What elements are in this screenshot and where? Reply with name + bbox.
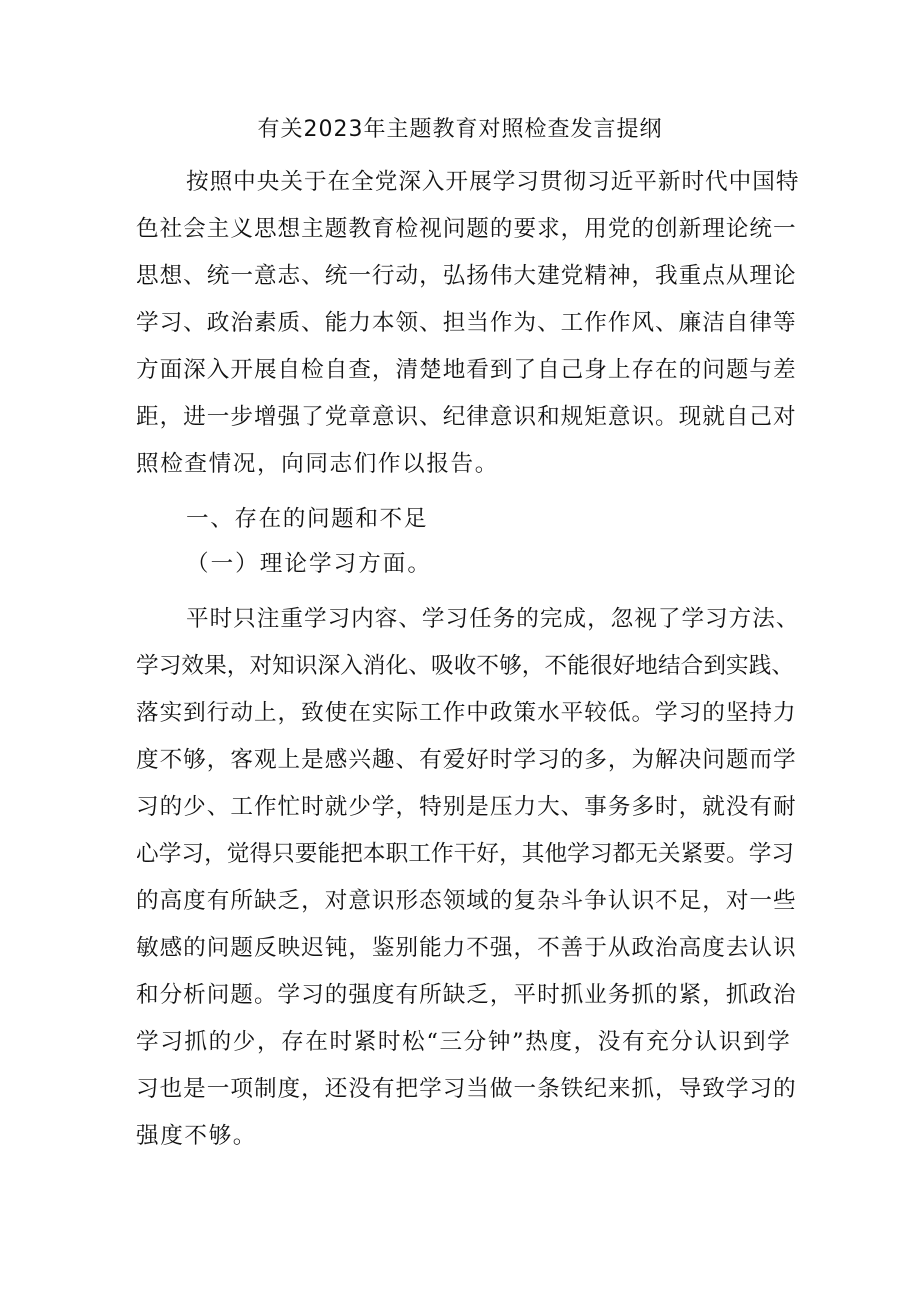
paragraph-line: 的高度有所缺乏，对意识形态领域的复杂斗争认识不足，对一些 [136, 888, 797, 914]
document-title: 有关2023年主题教育对照检查发言提纲 [257, 117, 663, 142]
paragraph-line: 思想、统一意志、统一行动，弘扬伟大建党精神，我重点从理论 [136, 263, 797, 289]
paragraph-line: 方面深入开展自检自查，清楚地看到了自己身上存在的问题与差 [136, 357, 797, 383]
paragraph-line: 学习抓的少，存在时紧时松“三分钟”热度，没有充分认识到学 [136, 1029, 792, 1055]
section-heading: 一、存在的问题和不足 [186, 506, 428, 532]
paragraph-line: 学习、政治素质、能力本领、担当作为、工作作风、廉洁自律等 [136, 310, 797, 336]
paragraph-line: 距，进一步增强了党章意识、纪律意识和规矩意识。现就自己对 [136, 404, 797, 430]
paragraph-line: 落实到行动上，致使在实际工作中政策水平较低。学习的坚持力 [136, 700, 797, 726]
paragraph-line: 心学习，觉得只要能把本职工作干好，其他学习都无关紧要。学习 [136, 841, 795, 867]
paragraph-line: 照检查情况，向同志们作以报告。 [136, 451, 499, 477]
paragraph-line: 习的少、工作忙时就少学，特别是压力大、事务多时，就没有耐 [136, 794, 797, 820]
paragraph-line: 学习效果，对知识深入消化、吸收不够，不能很好地结合到实践、 [136, 653, 795, 679]
paragraph-line: 平时只注重学习内容、学习任务的完成，忽视了学习方法、 [186, 606, 800, 632]
paragraph-line: 敏感的问题反映迟钝，鉴别能力不强，不善于从政治高度去认识 [136, 935, 797, 961]
paragraph-line: 强度不够。 [136, 1123, 257, 1149]
paragraph-line: 和分析问题。学习的强度有所缺乏，平时抓业务抓的紧，抓政治 [136, 982, 797, 1008]
paragraph-line: 度不够，客观上是感兴趣、有爱好时学习的多，为解决问题而学 [136, 747, 797, 773]
paragraph-line: 色社会主义思想主题教育检视问题的要求，用党的创新理论统一 [136, 216, 797, 242]
paragraph-line: 按照中央关于在全党深入开展学习贯彻习近平新时代中国特 [186, 169, 800, 195]
paragraph-line: 习也是一项制度，还没有把学习当做一条铁纪来抓，导致学习的 [136, 1076, 797, 1102]
subsection-heading: （一）理论学习方面。 [186, 551, 432, 577]
